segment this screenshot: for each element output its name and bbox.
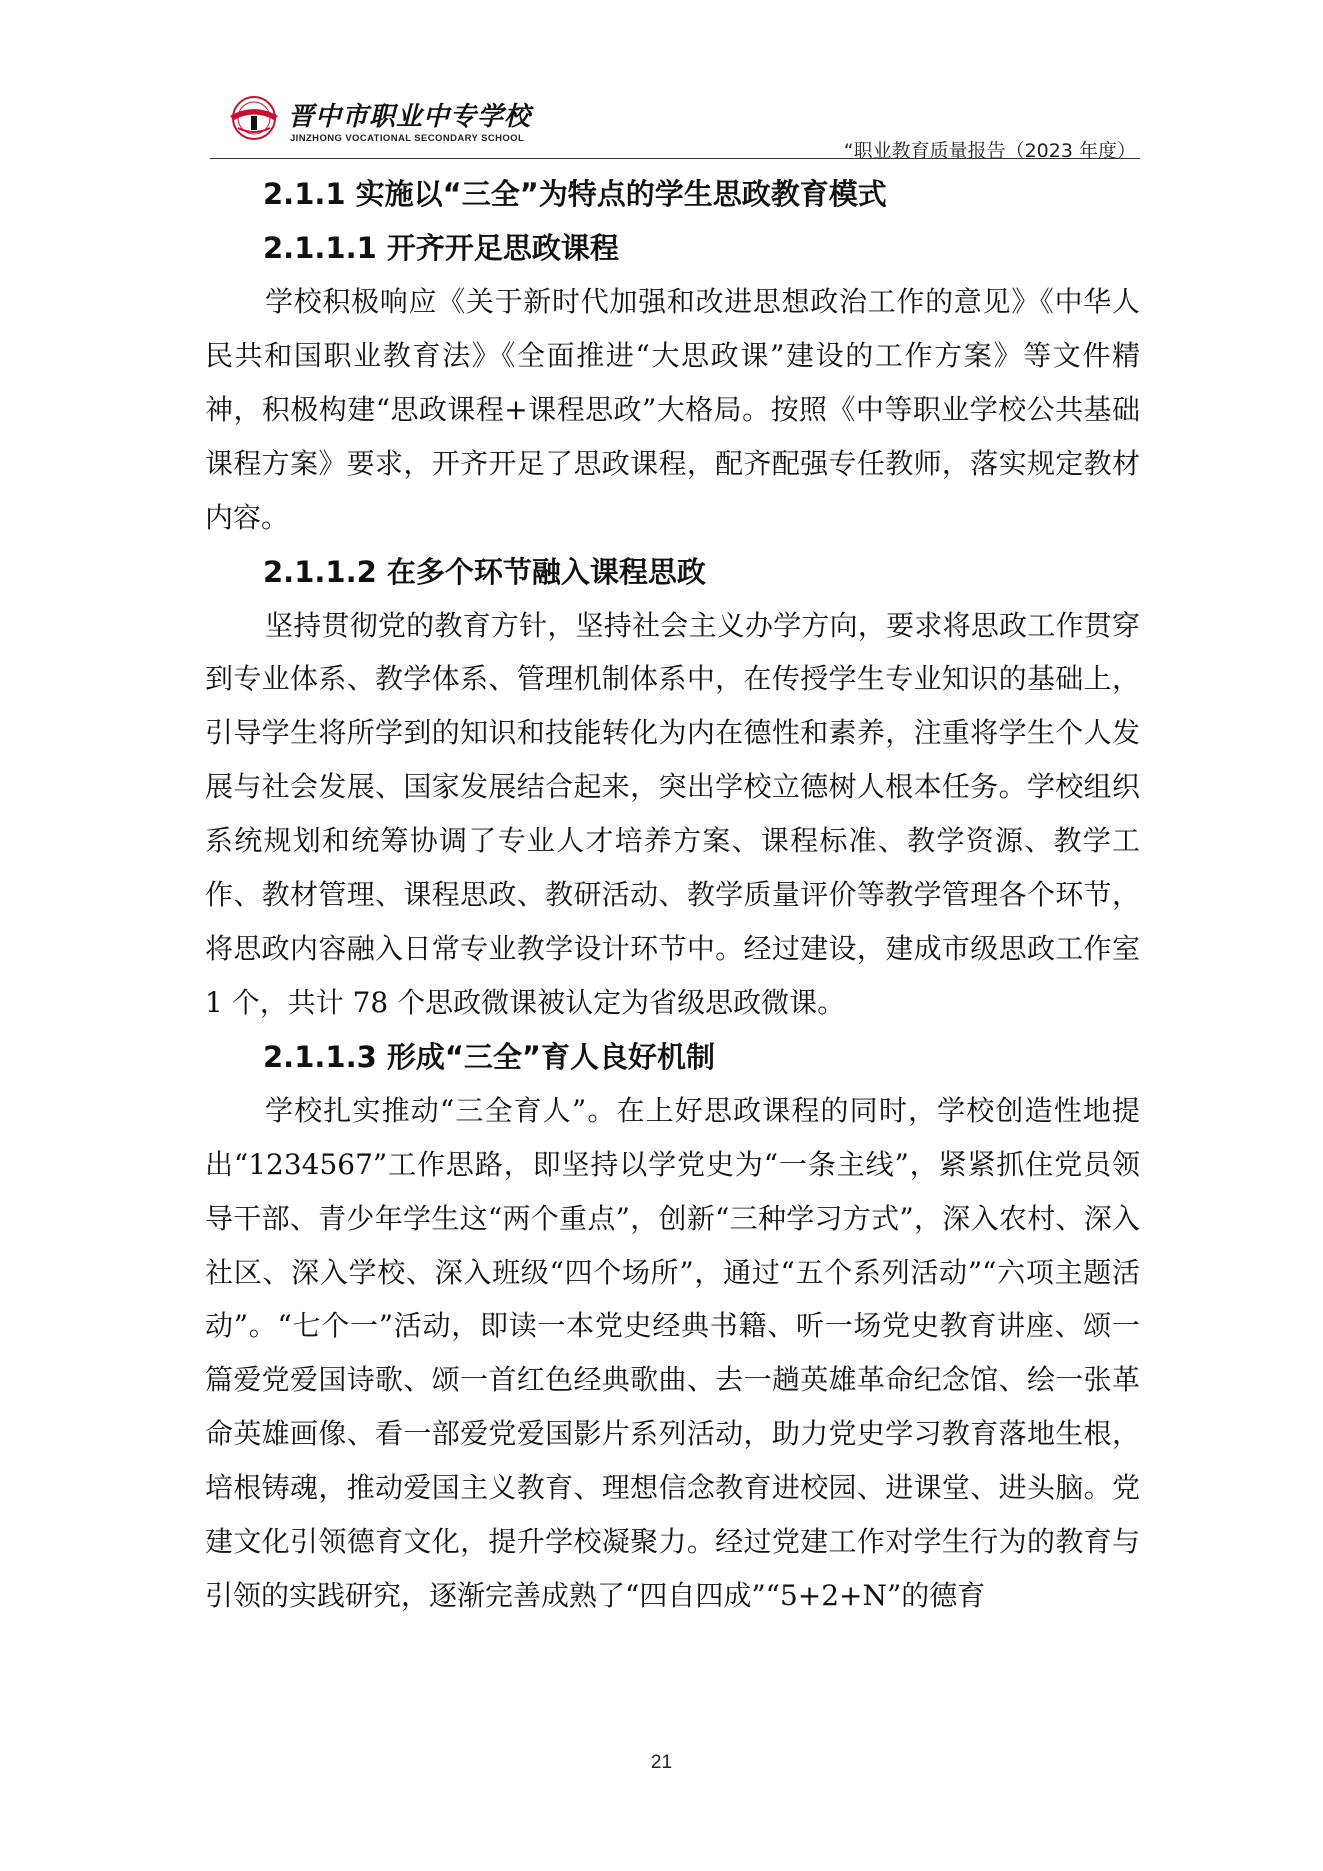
school-emblem-icon — [224, 94, 284, 142]
header-divider — [210, 158, 1140, 159]
section-paragraph-2-1-1-3: 学校扎实推动“三全育人”。在上好思政课程的同时，学校创造性地提出“1234567”工作思路，即坚持以学党史为“一条主线”，紧紧抓住党员领导干部、青少年学生这“两个重点”，创新“三种学习方式”，深入农村、深入社区、深入学校、深入班级“四个场所”，通过“五个系列活动”“六项主题活动”。“七个一”活动，即读一本党史经典书籍、听一场党史教育讲座、颂一篇爱党爱国诗歌、颂一首红色经典歌曲、去一趟英雄革命纪念馆、绘一张革命英雄画像、看一部爱党爱国影片系列活动，助力党史学习教育落地生根，培根铸魂，推动爱国主义教育、理想信念教育进校园、进课堂、进头脑。党建文化引领德育文化，提升学校凝聚力。经过党建工作对学生行为的教育与引领的实践研究，逐渐完善成熟了“四自四成”“5+2+N”的德育 — [205, 1093, 1140, 1612]
page-body — [205, 167, 1140, 1623]
section-heading-2-1-1-1: 2.1.1.1 开齐开足思政课程 — [263, 231, 619, 265]
section-heading-2-1-1: 2.1.1 实施以“三全”为特点的学生思政教育模式 — [263, 177, 887, 211]
school-name-en: JINZHONG VOCATIONAL SECONDARY SCHOOL — [290, 133, 525, 144]
school-name-cn: 晋中市职业中专学校 — [288, 102, 532, 132]
section-paragraph-2-1-1-2: 坚持贯彻党的教育方针，坚持社会主义办学方向，要求将思政工作贯穿到专业体系、教学体系、管理机制体系中，在传授学生专业知识的基础上，引导学生将所学到的知识和技能转化为内在德性和素养，注重将学生个人发展与社会发展、国家发展结合起来，突出学校立德树人根本任务。学校组织系统规划和统筹协调了专业人才培养方案、课程标准、教学资源、教学工作、教材管理、课程思政、教研活动、教学质量评价等教学管理各个环节，将思政内容融入日常专业教学设计环节中。经过建设，建成市级思政工作室 1 个，共计 78 个思政微课被认定为省级思政微课。 — [205, 608, 1140, 1019]
section-heading-2-1-1-2: 2.1.1.2 在多个环节融入课程思政 — [263, 554, 706, 589]
section-paragraph-2-1-1-1: 学校积极响应《关于新时代加强和改进思想政治工作的意见》《中华人民共和国职业教育法》《全面推进“大思政课”建设的工作方案》等文件精神，积极构建“思政课程+课程思政”大格局。按照《中等职业学校公共基础课程方案》要求，开齐开足了思政课程，配齐配强专任教师，落实规定教材内容。 — [205, 285, 1140, 534]
report-title: “职业教育质量报告（2023 年度） — [843, 140, 1136, 162]
page-number: 21 — [650, 1752, 673, 1773]
section-heading-2-1-1-3: 2.1.1.3 形成“三全”育人良好机制 — [263, 1039, 715, 1074]
page-header — [210, 92, 1140, 160]
